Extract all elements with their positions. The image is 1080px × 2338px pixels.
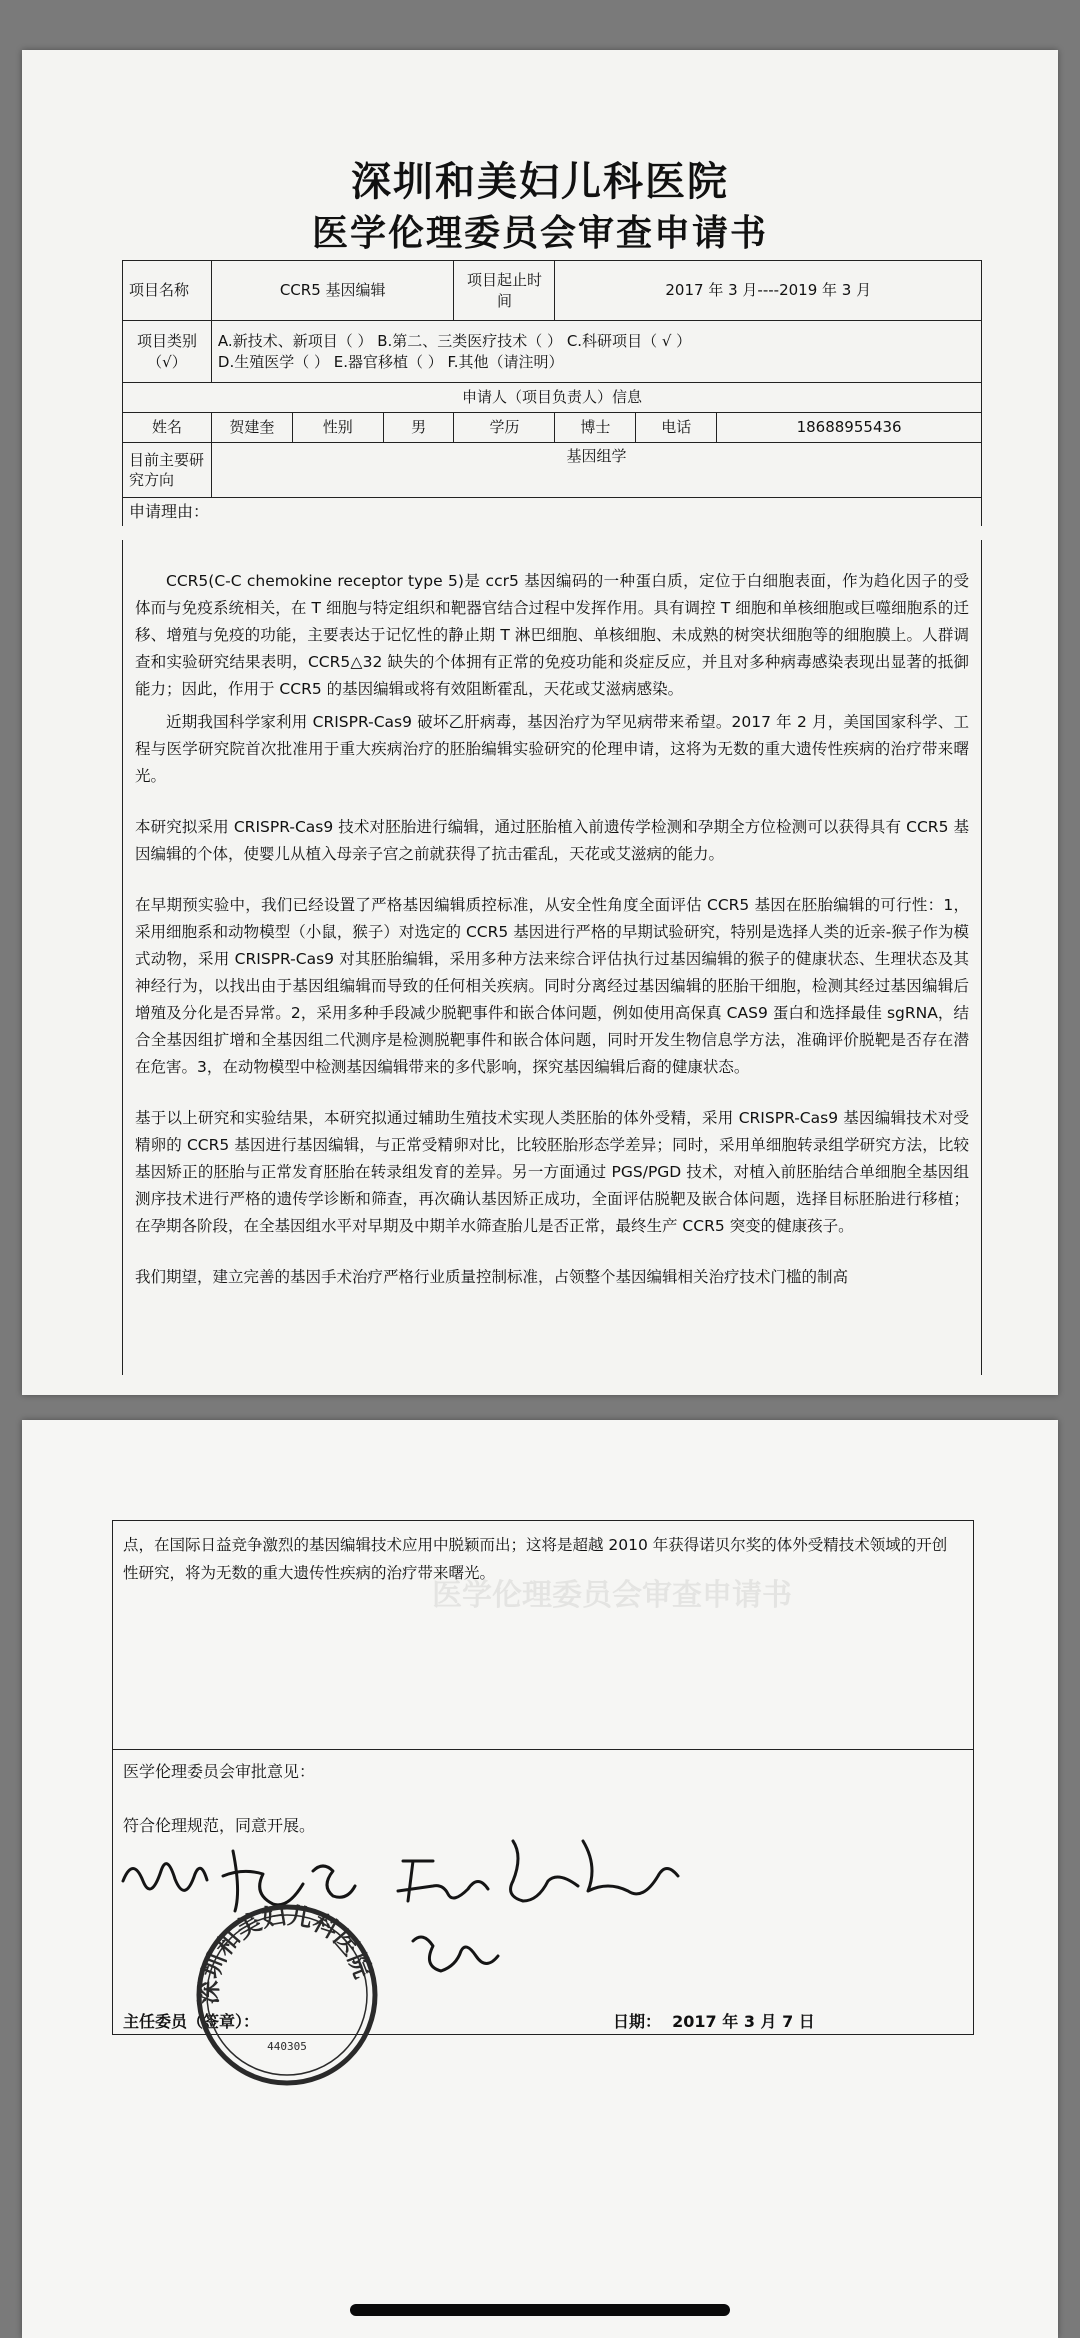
name-value: 贺建奎 — [211, 413, 292, 443]
research-direction-value: 基因组学 — [211, 443, 981, 498]
education-label: 学历 — [454, 413, 555, 443]
date-label: 日期： — [613, 2012, 662, 2031]
phone-value: 18688955436 — [717, 413, 982, 443]
paragraph-expectation: 我们期望，建立完善的基因手术治疗严格行业质量控制标准，占领整个基因编辑相关治疗技术门槛的制高 — [135, 1268, 849, 1286]
period-value: 2017 年 3 月----2019 年 3 月 — [555, 261, 982, 321]
document-page-1 — [22, 50, 1058, 1395]
date-value: 2017 年 3 月 7 日 — [672, 2012, 815, 2031]
paragraph-plan: 本研究拟采用 CRISPR-Cas9 技术对胚胎进行编辑，通过胚胎植入前遗传学检测和孕期全方位检测可以获得具有 CCR5 基因编辑的个体，使婴儿从植入母亲子宫之前就获得了抗击霍乱，天花或艾滋病的能力。 — [135, 818, 969, 863]
application-reason-body — [122, 540, 982, 1375]
approval-date — [613, 2009, 815, 2032]
paragraph-preliminary: 在早期预实验中，我们已经设置了严格基因编辑质控标准，从安全性角度全面评估 CCR5 基因在胚胎编辑的可行性：1，采用细胞系和动物模型（小鼠，猴子）对选定的 CCR5 基因进行严格的早期试验研究，特别是选择人类的近亲-猴子作为模式动物，采用 CRISPR-Cas9 对其胚胎编辑，采用多种方法来综合评估执行过基因编辑的猴子的健康状态、生理状态及其神经行为，以找出由于基因组编辑而导致的任何相关疾病。同时分离经过基因编辑的胚胎干细胞，检测其经过基因编辑后增殖及分化是否异常。2，采用多种手段减少脱靶事件和嵌合体问题，例如使用高保真 CAS9 蛋白和选择最佳 sgRNA，结合全基因组扩增和全基因组二代测序是检测脱靶事件和嵌合体问题，同时开发生物信息学方法，准确评价脱靶是否存在潜在危害。3，在动物模型中检测基因编辑带来的多代影响，探究基因编辑后裔的健康状态。 — [135, 896, 969, 1076]
document-page-2 — [22, 1420, 1058, 2338]
reason-label: 申请理由： — [123, 498, 982, 526]
phone-label: 电话 — [636, 413, 717, 443]
name-label: 姓名 — [123, 413, 212, 443]
hospital-seal-stamp — [192, 1900, 382, 2090]
project-name-label: 项目名称 — [123, 261, 212, 321]
svg-text:440305: 440305 — [267, 2040, 307, 2053]
category-mark: （√） — [147, 352, 187, 371]
chair-signature-label: 主任委员（签章）： — [123, 2012, 260, 2031]
home-indicator-bar[interactable] — [350, 2304, 730, 2316]
applicant-info-header: 申请人（项目负责人）信息 — [123, 383, 982, 413]
education-value: 博士 — [555, 413, 636, 443]
period-label: 项目起止时间 — [454, 261, 555, 321]
paragraph-method: 基于以上研究和实验结果，本研究拟通过辅助生殖技术实现人类胚胎的体外受精，采用 CRISPR-Cas9 基因编辑技术对受精卵的 CCR5 基因进行基因编辑，与正常受精卵对比，比较胚胎形态学差异；同时，采用单细胞转录组学研究方法，比较基因矫正的胚胎与正常发育胚胎在转录组发育的差异。另一方面通过 PGS/PGD 技术，对植入前胚胎结合单细胞全基因组测序技术进行严格的遗传学诊断和筛查，再次确认基因矫正成功，全面评估脱靶及嵌合体问题，选择目标胚胎进行移植；在孕期各阶段，在全基因组水平对早期及中期羊水筛查胎儿是否正常，最终生产 CCR5 突变的健康孩子。 — [135, 1109, 969, 1235]
approval-opinion-label: 医学伦理委员会审批意见： — [123, 1762, 316, 1781]
svg-text:深圳和美妇儿科医院: 深圳和美妇儿科医院 — [193, 1900, 379, 2005]
gender-value: 男 — [383, 413, 454, 443]
paragraph-background: 近期我国科学家利用 CRISPR-Cas9 破坏乙肝病毒，基因治疗为罕见病带来希望。2017 年 2 月，美国国家科学、工程与医学研究院首次批准用于重大疾病治疗的胚胎编辑实验研究的伦理申请，这将为无数的重大遗传性疾病的治疗带来曙光。 — [135, 713, 969, 785]
document-title: 医学伦理委员会审查申请书 — [311, 212, 768, 254]
paragraph-ccr5-intro: CCR5(C-C chemokine receptor type 5)是 ccr5 基因编码的一种蛋白质，定位于白细胞表面，作为趋化因子的受体而与免疫系统相关，在 T 细胞与特定组织和靶器官结合过程中发挥作用。具有调控 T 细胞和单核细胞或巨噬细胞系的迁移、增殖与免疫的功能，主要表达于记忆性的静止期 T 淋巴细胞、单核细胞、未成熟的树突状细胞等的细胞膜上。人群调查和实验研究结果表明，CCR5△32 缺失的个体拥有正常的免疫功能和炎症反应，并且对多种病毒感染表现出显著的抵御能力；因此，作用于 CCR5 的基因编辑或将有效阻断霍乱，天花或艾滋病感染。 — [135, 572, 969, 698]
section-divider — [113, 1749, 973, 1750]
paragraph-continuation: 点，在国际日益竞争激烈的基因编辑技术应用中脱颖而出；这将是超越 2010 年获得诺贝尔奖的体外受精技术领域的开创性研究，将为无数的重大遗传性疾病的治疗带来曙光。 — [123, 1536, 948, 1582]
project-name-value: CCR5 基因编辑 — [211, 261, 454, 321]
application-form-table — [122, 260, 982, 526]
approval-opinion-text: 符合伦理规范，同意开展。 — [123, 1816, 316, 1835]
bleed-through-text: 医学伦理委员会审查申请书 — [432, 1578, 792, 1613]
category-label: 项目类别 — [136, 332, 197, 351]
category-options-line-1: A.新技术、新项目（ ） B.第二、三类医疗技术（ ） C.科研项目（ √ ） — [217, 332, 692, 351]
hospital-title: 深圳和美妇儿科医院 — [351, 158, 729, 205]
gender-label: 性别 — [292, 413, 383, 443]
category-options-line-2: D.生殖医学（ ） E.器官移植（ ） F.其他（请注明） — [217, 352, 564, 371]
research-direction-label: 目前主要研究方向 — [123, 443, 212, 498]
